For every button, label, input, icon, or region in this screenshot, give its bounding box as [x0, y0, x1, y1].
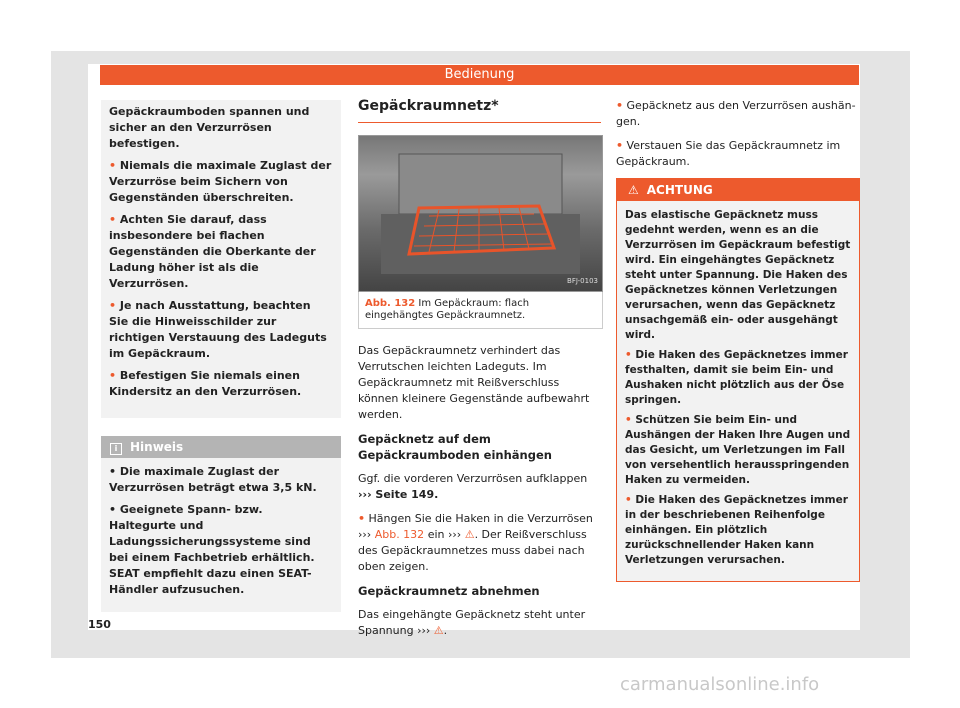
- middle-column: [358, 98, 601, 647]
- note-item: • Geeignete Spann- bzw. Haltegurte und Ladungssicherungssysteme sind bei einem Fachbetrieb erhältlich. SEAT empfiehlt dazu einen SEAT-Händler aufzusuchen.: [109, 503, 315, 596]
- bullet-icon: •: [109, 299, 117, 312]
- subheading-attach: Gepäcknetz auf dem Gepäckraumboden einhängen: [358, 432, 552, 462]
- page-reference-link[interactable]: ››› Seite 149.: [358, 488, 439, 501]
- note-header: i Hinweis: [101, 436, 341, 458]
- section-header: Bedienung: [100, 65, 859, 85]
- warning-intro: Gepäckraumboden spannen und sicher an den Verzurrösen befestigen.: [109, 105, 310, 150]
- step-item: • Verstauen Sie das Gepäckraumnetz im Gepäckraum.: [616, 139, 841, 168]
- step-paragraph: • Hängen Sie die Haken in die Verzurrösen ››› Abb. 132 ein ››› ⚠. Der Reißverschluss des Gepäckraumnetzes muss dabei nach oben zeigen.: [358, 512, 593, 573]
- bullet-icon: •: [616, 99, 624, 112]
- watermark: carmanualsonline.info: [620, 674, 820, 695]
- bullet-icon: •: [109, 369, 117, 382]
- bullet-icon: •: [109, 159, 117, 172]
- page-number: 150: [88, 618, 111, 631]
- warning-box: [616, 178, 860, 582]
- warning-item: • Die Haken des Gepäcknetzes immer festhalten, damit sie beim Ein- und Aushaken nicht plötzlich aus der Öse springen.: [625, 349, 848, 406]
- warning-triangle-icon[interactable]: ⚠: [464, 528, 475, 541]
- warning-item: • Niemals die maximale Zuglast der Verzurröse beim Sichern von Gegenständen überschreiten.: [109, 159, 332, 204]
- bullet-icon: •: [625, 494, 632, 506]
- caption-label: Abb. 132: [365, 298, 416, 309]
- step-paragraph: Ggf. die vorderen Verzurrösen aufklappen ››› Seite 149.: [358, 472, 588, 501]
- cargo-net-illustration: [359, 136, 602, 291]
- warning-triangle-icon: ⚠: [628, 183, 639, 197]
- subheading-remove: Gepäckraumnetz abnehmen: [358, 584, 540, 598]
- bullet-icon: •: [616, 139, 624, 152]
- cargo-net-figure: [358, 135, 603, 292]
- warning-intro: Das elastische Gepäcknetz muss gedehnt werden, wenn es an die Verzurrösen im Gepäckraum befestigt wird. Ein eingehängtes Gepäcknetz steht unter Spannung. Die Haken des Gepäcknetzes können Verletzungen verursachen, wenn das Gepäcknetz unsachgemäß ein- oder ausgehängt wird.: [625, 209, 851, 341]
- warning-item: • Achten Sie darauf, dass insbesondere bei flachen Gegenständen die Oberkante der Ladung höher ist als die Verzurrösen.: [109, 213, 316, 290]
- warning-item: • Schützen Sie beim Ein- und Aushängen der Haken Ihre Augen und das Gesicht, um Verletzungen im Fall von versehentlich herausspringenden Haken zu vermeiden.: [625, 414, 851, 486]
- step-item: • Gepäcknetz aus den Verzurrösen aushängen.: [616, 99, 856, 128]
- left-column: [101, 100, 341, 612]
- bullet-icon: •: [358, 512, 366, 525]
- bullet-icon: •: [625, 349, 632, 361]
- caption-text: Im Gepäckraum: flach eingehängtes Gepäckraumnetz.: [365, 298, 530, 321]
- figure-code: BFJ-0103: [567, 277, 598, 285]
- warning-triangle-icon[interactable]: ⚠: [433, 624, 444, 637]
- info-icon: i: [110, 443, 122, 455]
- intro-paragraph: Das Gepäckraumnetz verhindert das Verrutschen leichten Ladeguts. Im Gepäckraumnetz mit Reißverschluss können kleinere Gegenstände aufbewahrt werden.: [358, 344, 590, 421]
- bullet-icon: •: [625, 414, 632, 426]
- bullet-icon: •: [109, 213, 117, 226]
- warning-item: • Je nach Ausstattung, beachten Sie die Hinweisschilder zur richtigen Verstauung des Ladeguts im Gepäckraum.: [109, 299, 327, 360]
- section-title: Gepäckraumnetz*: [358, 98, 601, 123]
- warning-item: • Befestigen Sie niemals einen Kindersitz an den Verzurrösen.: [109, 369, 302, 398]
- warning-continuation-box: [101, 100, 341, 418]
- figure-reference-link[interactable]: Abb. 132: [374, 528, 425, 541]
- note-box: [101, 436, 341, 612]
- warning-header: ⚠ ACHTUNG: [617, 179, 859, 201]
- warning-item: • Die Haken des Gepäcknetzes immer in der beschriebenen Reihenfolge einhängen. Ein plötzlich zurückschnellender Haken kann Verletzungen verursachen.: [625, 494, 848, 566]
- step-paragraph: Das eingehängte Gepäcknetz steht unter Spannung ››› ⚠.: [358, 608, 586, 637]
- right-column: [616, 98, 860, 582]
- note-body: [101, 458, 341, 612]
- warning-body: [617, 201, 859, 581]
- note-item: • Die maximale Zuglast der Verzurrösen beträgt etwa 3,5 kN.: [109, 465, 317, 494]
- figure-caption: [358, 292, 603, 329]
